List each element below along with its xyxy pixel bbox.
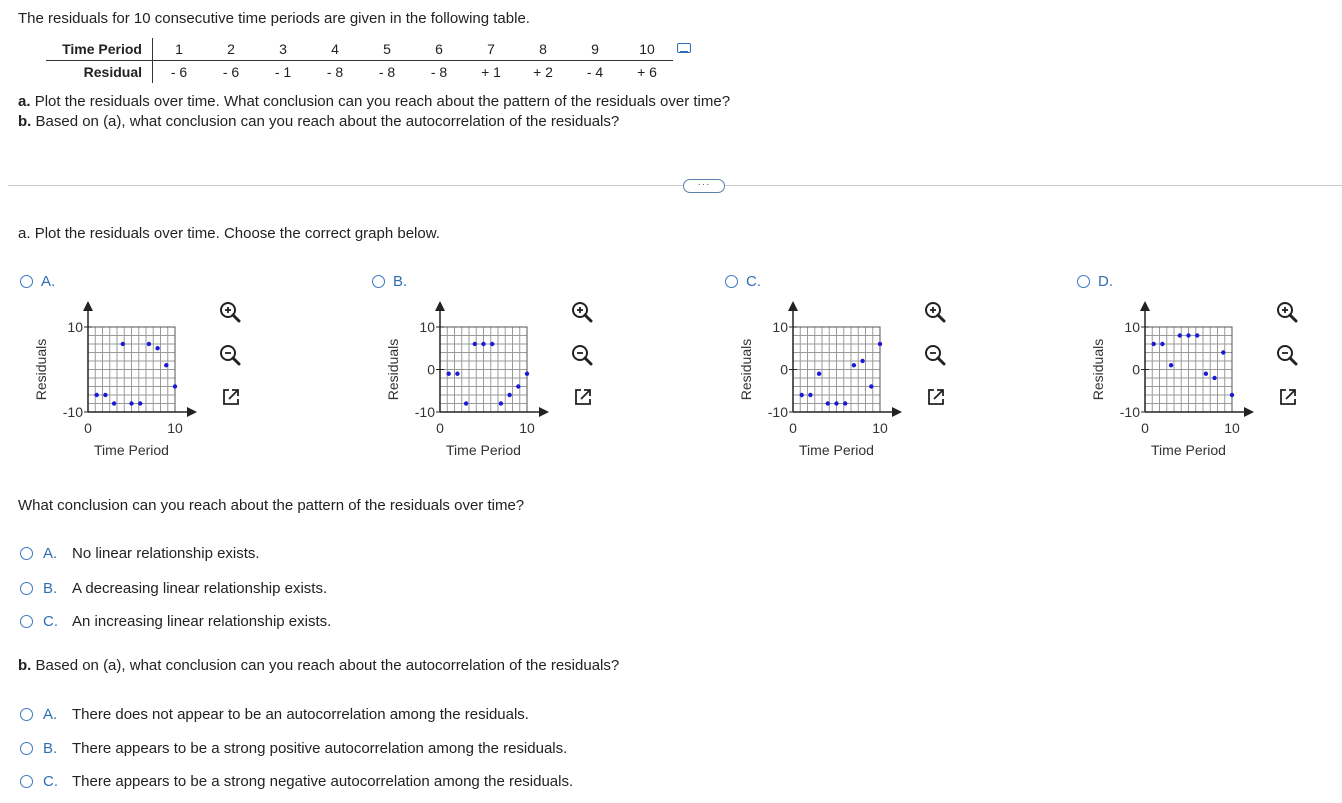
y-tick-label: 10 (67, 319, 83, 335)
open-new-window-icon[interactable] (572, 386, 594, 408)
option-letter: B. (43, 580, 58, 597)
part-b-text: Based on (a), what conclusion can you reach about the autocorrelation of the residuals? (35, 657, 620, 674)
y-tick-label: -10 (414, 404, 435, 420)
data-point (499, 401, 503, 405)
part-b-prompt (18, 657, 619, 674)
table-cell: 7 (465, 38, 517, 61)
zoom-in-icon[interactable] (218, 300, 242, 324)
y-tick-label: 0 (1132, 361, 1140, 378)
x-axis-arrow (187, 407, 197, 417)
residual-scatter-chart (18, 295, 218, 470)
y-axis-label: Residuals (1090, 338, 1106, 401)
data-point (834, 401, 838, 405)
x-tick-label: 0 (436, 420, 444, 436)
data-point (1169, 363, 1173, 367)
radio-button[interactable] (20, 742, 33, 755)
residual-scatter-chart (1075, 295, 1275, 470)
radio-button[interactable] (20, 275, 33, 288)
y-tick-label: 10 (772, 319, 788, 335)
graph-option-c[interactable] (723, 270, 1023, 470)
open-new-window-icon[interactable] (925, 386, 947, 408)
data-point (481, 342, 485, 346)
table-cell: 5 (361, 38, 413, 61)
radio-button[interactable] (20, 775, 33, 788)
table-row (46, 38, 673, 61)
row-header-time-period: Time Period (46, 38, 153, 61)
intro-text: The residuals for 10 consecutive time periods are given in the following table. (18, 10, 530, 27)
data-point (1230, 393, 1234, 397)
data-point (129, 401, 133, 405)
radio-button[interactable] (372, 275, 385, 288)
x-tick-label: 0 (84, 420, 92, 436)
data-point (112, 401, 116, 405)
option-letter: A. (43, 706, 58, 723)
part-a-text: Plot the residuals over time. Choose the correct graph below. (34, 225, 440, 242)
residual-scatter-chart (723, 295, 923, 470)
data-point (1195, 333, 1199, 337)
open-new-window-icon[interactable] (1277, 386, 1299, 408)
zoom-out-icon[interactable] (1275, 343, 1299, 367)
table-cell: 2 (205, 38, 257, 61)
table-row (46, 61, 673, 84)
data-point (1204, 372, 1208, 376)
x-tick-label: 10 (872, 420, 888, 436)
table-cell: - 1 (274, 64, 292, 80)
y-tick-label: 10 (419, 319, 435, 335)
y-tick-label: -10 (1119, 404, 1140, 420)
y-axis-arrow (788, 301, 798, 311)
data-point (464, 401, 468, 405)
pattern-question: What conclusion can you reach about the pattern of the residuals over time? (18, 497, 525, 514)
data-point (147, 342, 151, 346)
part-a-prompt (18, 225, 440, 242)
x-tick-label: 10 (167, 420, 183, 436)
copy-table-icon[interactable] (677, 43, 691, 53)
radio-button[interactable] (20, 547, 33, 560)
data-point (103, 393, 107, 397)
table-cell: 1 (153, 38, 206, 61)
option-text: An increasing linear relationship exists. (72, 613, 332, 630)
data-point (878, 342, 882, 346)
graph-option-d[interactable] (1075, 270, 1342, 470)
data-point (525, 372, 529, 376)
residual-scatter-chart (370, 295, 570, 470)
x-axis-arrow (539, 407, 549, 417)
y-axis-label: Residuals (738, 338, 754, 401)
x-axis-arrow (1244, 407, 1254, 417)
x-tick-label: 10 (1224, 420, 1240, 436)
data-point (869, 384, 873, 388)
zoom-out-icon[interactable] (923, 343, 947, 367)
x-tick-label: 0 (789, 420, 797, 436)
x-axis-label: Time Period (94, 442, 169, 458)
data-point (490, 342, 494, 346)
y-tick-label: 0 (427, 361, 435, 378)
data-point (843, 401, 847, 405)
graph-option-letter: D. (1098, 273, 1113, 290)
data-point (447, 372, 451, 376)
zoom-in-icon[interactable] (923, 300, 947, 324)
table-cell: + 2 (533, 64, 553, 80)
graph-option-b[interactable] (370, 270, 670, 470)
table-cell: 9 (569, 38, 621, 61)
y-axis-arrow (435, 301, 445, 311)
radio-button[interactable] (1077, 275, 1090, 288)
option-letter: C. (43, 773, 58, 790)
data-point (95, 393, 99, 397)
graph-option-letter: B. (393, 273, 408, 290)
table-cell: 8 (517, 38, 569, 61)
more-button[interactable]: ··· (683, 179, 725, 193)
radio-button[interactable] (20, 582, 33, 595)
data-point (1160, 342, 1164, 346)
y-tick-label: -10 (767, 404, 788, 420)
option-text: There does not appear to be an autocorrelation among the residuals. (72, 706, 529, 723)
table-cell: - 8 (430, 64, 448, 80)
x-axis-label: Time Period (446, 442, 521, 458)
graph-option-letter: A. (41, 273, 56, 290)
data-point (1152, 342, 1156, 346)
y-axis-label: Residuals (33, 338, 49, 401)
data-point (121, 342, 125, 346)
table-cell: - 8 (326, 64, 344, 80)
data-point (138, 401, 142, 405)
option-letter: C. (43, 613, 58, 630)
part-a-label: a. (18, 225, 31, 242)
data-point (473, 342, 477, 346)
data-point (800, 393, 804, 397)
data-point (164, 363, 168, 367)
x-axis-label: Time Period (1151, 442, 1226, 458)
y-axis-arrow (1140, 301, 1150, 311)
table-cell: - 6 (222, 64, 240, 80)
zoom-out-icon[interactable] (218, 343, 242, 367)
y-tick-label: 10 (1124, 319, 1140, 335)
table-cell: - 4 (586, 64, 604, 80)
question-a-text: Plot the residuals over time. What conclusion can you reach about the pattern of the residuals over time? (34, 93, 731, 110)
table-cell: + 6 (637, 64, 657, 80)
data-point (507, 393, 511, 397)
question-b-label: b. (18, 113, 32, 130)
x-tick-label: 0 (1141, 420, 1149, 436)
question-a-label: a. (18, 93, 31, 110)
table-cell: + 1 (481, 64, 501, 80)
zoom-out-icon[interactable] (570, 343, 594, 367)
x-axis-arrow (892, 407, 902, 417)
x-axis-label: Time Period (799, 442, 874, 458)
question-b (18, 113, 619, 130)
part-b-label: b. (18, 657, 32, 674)
option-text: There appears to be a strong positive autocorrelation among the residuals. (72, 740, 568, 757)
data-point (817, 372, 821, 376)
option-letter: A. (43, 545, 58, 562)
zoom-in-icon[interactable] (570, 300, 594, 324)
row-header-residual: Residual (46, 61, 153, 84)
table-cell: 10 (621, 38, 673, 61)
option-text: There appears to be a strong negative autocorrelation among the residuals. (72, 773, 574, 790)
y-axis-label: Residuals (385, 338, 401, 401)
table-cell: 6 (413, 38, 465, 61)
radio-button[interactable] (20, 615, 33, 628)
data-point (826, 401, 830, 405)
data-point (1186, 333, 1190, 337)
zoom-in-icon[interactable] (1275, 300, 1299, 324)
y-tick-label: 0 (780, 361, 788, 378)
graph-option-a[interactable] (18, 270, 318, 470)
residual-table (46, 38, 673, 83)
x-tick-label: 10 (519, 420, 535, 436)
data-point (1178, 333, 1182, 337)
data-point (173, 384, 177, 388)
data-point (852, 363, 856, 367)
data-point (808, 393, 812, 397)
option-letter: B. (43, 740, 58, 757)
data-point (1212, 376, 1216, 380)
data-point (860, 359, 864, 363)
graph-option-letter: C. (746, 273, 761, 290)
table-cell: - 8 (378, 64, 396, 80)
question-b-text: Based on (a), what conclusion can you reach about the autocorrelation of the residuals? (35, 113, 620, 130)
radio-button[interactable] (725, 275, 738, 288)
open-new-window-icon[interactable] (220, 386, 242, 408)
option-text: A decreasing linear relationship exists. (72, 580, 328, 597)
table-cell: - 6 (170, 64, 188, 80)
radio-button[interactable] (20, 708, 33, 721)
table-cell: 3 (257, 38, 309, 61)
data-point (455, 372, 459, 376)
data-point (516, 384, 520, 388)
data-point (1221, 350, 1225, 354)
y-tick-label: -10 (62, 404, 83, 420)
table-cell: 4 (309, 38, 361, 61)
y-axis-arrow (83, 301, 93, 311)
option-text: No linear relationship exists. (72, 545, 260, 562)
data-point (155, 346, 159, 350)
section-divider (8, 185, 1342, 186)
question-a (18, 93, 730, 110)
